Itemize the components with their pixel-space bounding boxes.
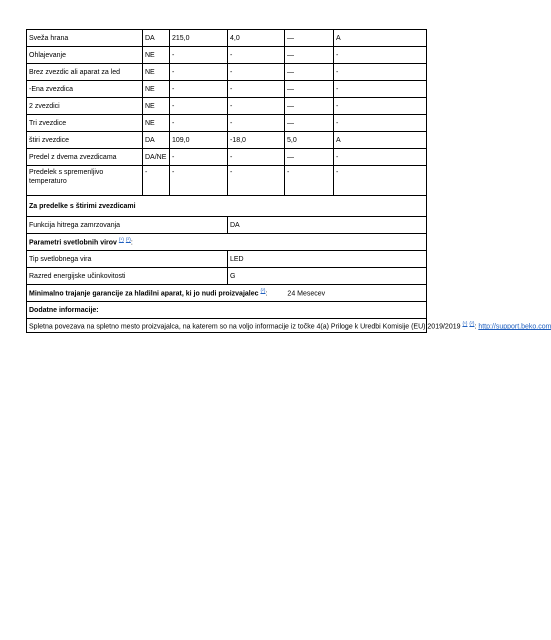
compartment-freezing-capacity: — <box>285 115 334 132</box>
support-link-cell <box>27 319 551 333</box>
compartment-name: Sveža hrana <box>27 30 143 47</box>
compartment-row <box>27 115 427 132</box>
compartment-freezing-capacity: — <box>285 64 334 81</box>
compartment-climate: - <box>334 81 427 98</box>
compartment-freezing-capacity: - <box>285 166 334 196</box>
support-colon: : <box>474 323 477 331</box>
compartment-name: -Ena zvezdica <box>27 81 143 98</box>
compartment-temperature: - <box>228 149 285 166</box>
compartment-volume: - <box>170 115 228 132</box>
compartment-freezing-capacity: — <box>285 98 334 115</box>
compartment-row <box>27 47 427 64</box>
compartment-volume: - <box>170 98 228 115</box>
support-link-row <box>27 319 427 333</box>
compartment-volume: - <box>170 64 228 81</box>
support-url-link[interactable]: http://support.beko.com <box>478 323 551 331</box>
warranty-value: 24 Mesecev <box>287 290 326 298</box>
compartment-climate: - <box>334 47 427 64</box>
light-type-label: Tip svetlobnega vira <box>27 251 228 268</box>
compartment-temperature: - <box>228 98 285 115</box>
compartment-freezing-capacity: — <box>285 149 334 166</box>
compartment-volume: 215,0 <box>170 30 228 47</box>
variable-temperature-row <box>27 166 427 196</box>
compartment-flag: DA <box>143 30 170 47</box>
compartment-table <box>26 29 551 333</box>
warranty-label: Minimalno trajanje garancije za hladilni aparat, ki jo nudi proizvajalec <box>29 290 259 298</box>
compartment-climate: - <box>334 166 427 196</box>
fast-freeze-row <box>27 217 427 234</box>
compartment-volume: - <box>170 81 228 98</box>
compartment-temperature: - <box>228 166 285 196</box>
compartment-temperature: - <box>228 47 285 64</box>
compartment-temperature: -18,0 <box>228 132 285 149</box>
compartment-climate: - <box>334 115 427 132</box>
compartment-volume: - <box>170 149 228 166</box>
compartment-name: Ohlajevanje <box>27 47 143 64</box>
compartment-name: štiri zvezdice <box>27 132 143 149</box>
compartment-rows <box>27 30 427 166</box>
compartment-row <box>27 30 427 47</box>
light-heading-cell <box>27 234 427 251</box>
energy-class-row <box>27 268 427 285</box>
additional-heading: Dodatne informacije: <box>27 302 427 319</box>
compartment-temperature: - <box>228 115 285 132</box>
warranty-cell <box>27 285 427 302</box>
compartment-temperature: - <box>228 64 285 81</box>
light-type-value: LED <box>228 251 427 268</box>
compartment-flag: NE <box>143 98 170 115</box>
light-heading-colon: : <box>130 239 133 247</box>
compartment-flag: NE <box>143 47 170 64</box>
compartment-row <box>27 149 427 166</box>
compartment-climate: - <box>334 64 427 81</box>
footnote-1-link[interactable]: (¹) <box>118 237 124 244</box>
warranty-row <box>27 285 427 302</box>
compartment-row <box>27 132 427 149</box>
additional-heading-row <box>27 302 427 319</box>
compartment-flag: DA/NE <box>143 149 170 166</box>
compartment-flag: NE <box>143 64 170 81</box>
compartment-volume: - <box>170 47 228 64</box>
footnote-1-link[interactable]: (¹) <box>462 321 468 327</box>
compartment-flag: - <box>143 166 170 196</box>
compartment-climate: A <box>334 132 427 149</box>
compartment-climate: A <box>334 30 427 47</box>
compartment-freezing-capacity: 5,0 <box>285 132 334 149</box>
compartment-freezing-capacity: — <box>285 81 334 98</box>
four-star-heading: Za predelke s štirimi zvezdicami <box>27 196 427 217</box>
compartment-volume: - <box>170 166 228 196</box>
compartment-row <box>27 98 427 115</box>
compartment-climate: - <box>334 98 427 115</box>
fast-freeze-value: DA <box>228 217 427 234</box>
footnote-2-link[interactable]: (²) <box>125 237 131 244</box>
compartment-flag: NE <box>143 81 170 98</box>
compartment-temperature: 4,0 <box>228 30 285 47</box>
support-text: Spletna povezava na spletno mesto proizvajalca, na katerem so na voljo informacije iz točke 4(a) Priloge k Uredbi Komisije (EU) 2019/2019 <box>29 323 461 331</box>
footnote-2-link[interactable]: (²) <box>469 321 475 327</box>
compartment-flag: DA <box>143 132 170 149</box>
light-type-row <box>27 251 427 268</box>
compartment-row <box>27 64 427 81</box>
compartment-name: Predelek s spremenljivo temperaturo <box>27 166 143 196</box>
compartment-volume: 109,0 <box>170 132 228 149</box>
compartment-name: 2 zvezdici <box>27 98 143 115</box>
energy-class-label: Razred energijske učinkovitosti <box>27 268 228 285</box>
fast-freeze-label: Funkcija hitrega zamrzovanja <box>27 217 228 234</box>
compartment-name: Predel z dvema zvezdicama <box>27 149 143 166</box>
light-heading-row <box>27 234 427 251</box>
compartment-name: Tri zvezdice <box>27 115 143 132</box>
compartment-freezing-capacity: — <box>285 47 334 64</box>
footnote-2-link[interactable]: (²) <box>260 288 266 295</box>
compartment-freezing-capacity: — <box>285 30 334 47</box>
compartment-temperature: - <box>228 81 285 98</box>
compartment-flag: NE <box>143 115 170 132</box>
four-star-heading-row <box>27 196 427 217</box>
energy-class-value: G <box>228 268 427 285</box>
light-heading: Parametri svetlobnih virov <box>29 239 117 247</box>
compartment-climate: - <box>334 149 427 166</box>
warranty-colon: : <box>265 290 268 298</box>
compartment-row <box>27 81 427 98</box>
compartment-name: Brez zvezdic ali aparat za led <box>27 64 143 81</box>
